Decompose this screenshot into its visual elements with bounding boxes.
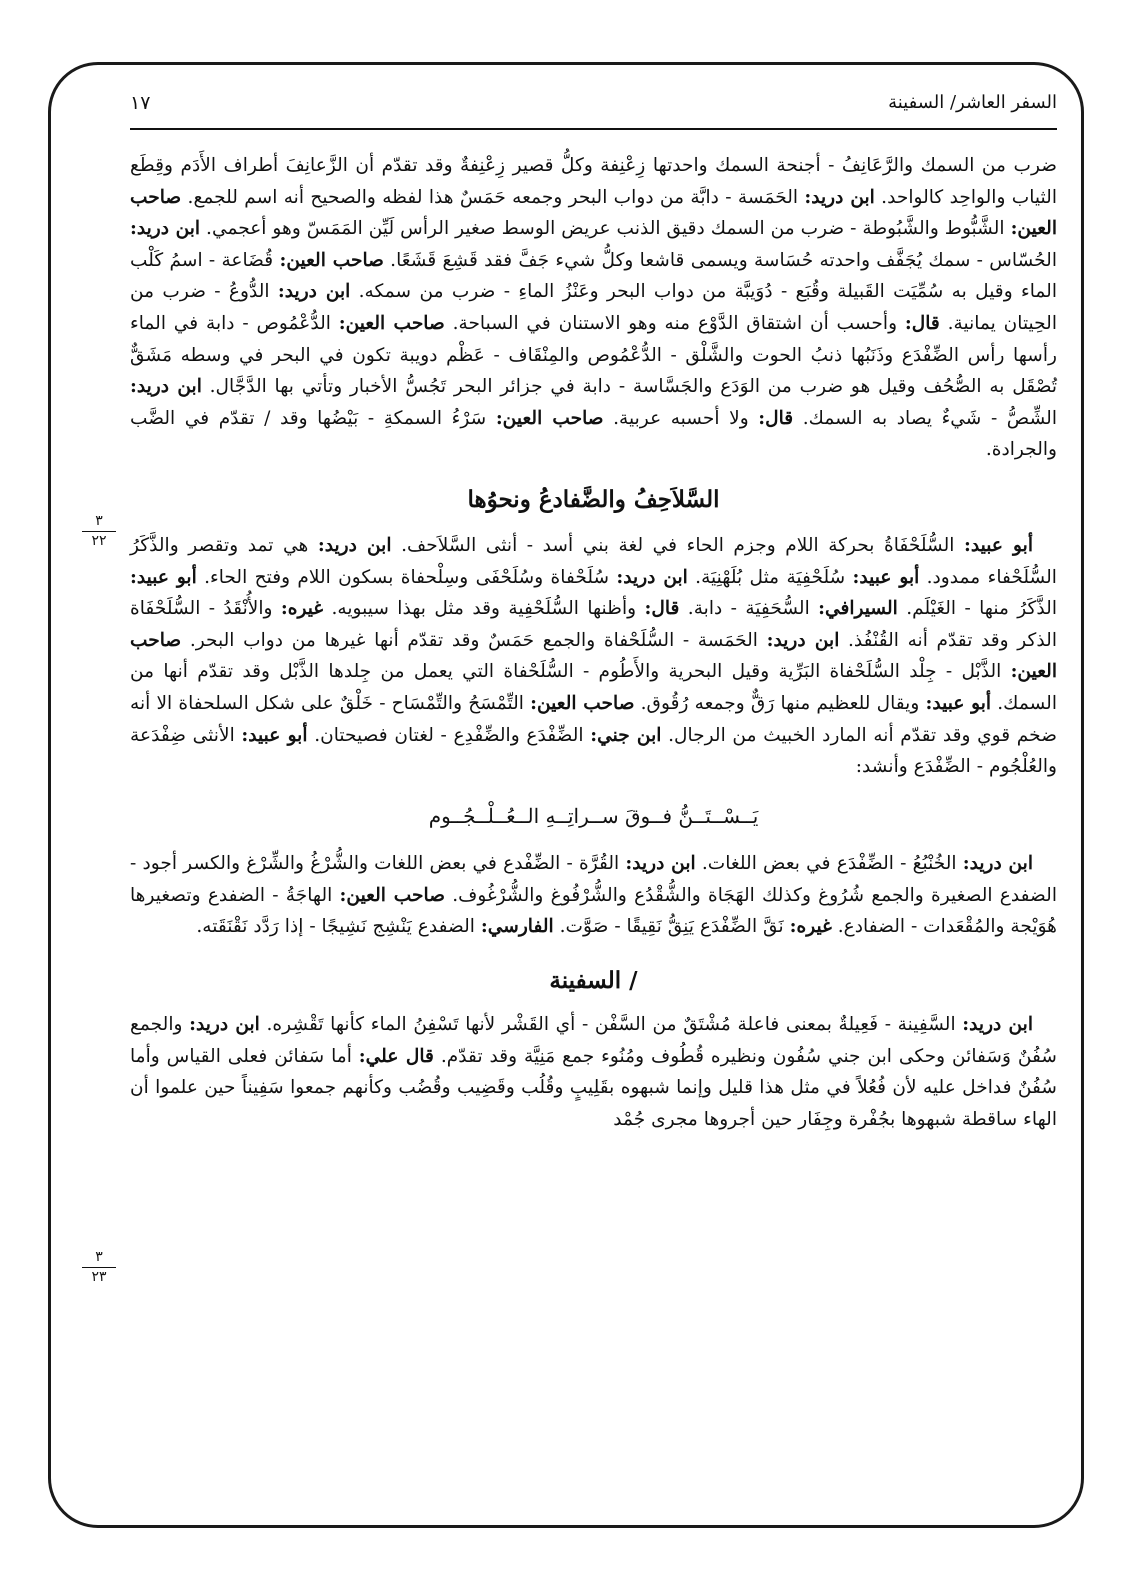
cited-author: قال: <box>758 407 794 429</box>
margin-reference-bar <box>82 531 116 532</box>
cited-author: أبو عبيد: <box>925 692 992 714</box>
text-run: سَرْءُ السمكةِ - بَيْضُها وقد / تقدّم في الضَّب والجرادة. <box>130 407 1057 461</box>
text-run: الخُنْبُعُ - الضِّفْدَع في بعض اللغات. <box>695 853 963 875</box>
text-run: سُلَحْفاة وسُلَحْفَى وسِلْحفاة بسكون اللام وفتح الحاء. <box>196 566 617 588</box>
margin-reference <box>82 514 116 549</box>
text-run: الذَّكَرُ منها - الغَيْلَم. <box>897 598 1057 620</box>
text-run: الشَّبُّوط والشَّبُوطة - ضرب من السمك دقيق الذنب عريض الوسط صغير الرأس لَيِّن المَمَسّ وهو أعجمي. <box>200 218 1011 240</box>
cited-author: صاحب العين: <box>130 186 1057 240</box>
text-run: وأحسب أن اشتقاق الدَّوْع منه وهو الاستنان في السباحة. <box>444 312 905 334</box>
cited-author: ابن دريد: <box>766 629 840 651</box>
cited-author: ابن دريد: <box>189 1014 260 1036</box>
section-heading-ship: / السفينة <box>549 967 638 995</box>
cited-author: ابن دريد: <box>277 281 351 303</box>
text-run: الضِّفْدَع والضِّفْدِع - لغتان فصيحتان. <box>307 724 591 746</box>
cited-author: ابن دريد: <box>317 534 392 556</box>
text-run: ولا أحسبه عربية. <box>603 407 759 429</box>
cited-author: السيرافي: <box>818 598 898 620</box>
text-run: أما سَفائن فعلى القياس وأما سُفُنٌ فداخل عليه لأن فُعُلاً في مثل هذا قليل وإنما شبهوه بقَلِيبٍ وقُلُب وقَضِيب وقُضُب وكأنهم جمعوا سَفِيناً حين علموا أن الهاء ساقطة شبهوها بجُفْرة وجِفَار حين أجروها مجرى جُمْد <box>130 1045 1057 1130</box>
text-run: السَّفِينة - فَعِيلةٌ بمعنى فاعلة مُشْتَقٌ من السَّفْن - أي القَشْر لأنها تَسْفِنُ الماء كأنها تَقْشِره. <box>259 1014 963 1036</box>
running-title: السفر العاشر/ السفينة <box>888 92 1057 113</box>
margin-reference <box>82 1250 116 1285</box>
text-run: سُلَحْفِيَة مثل بُلَهْنِيَة. <box>687 566 853 588</box>
cited-author: ابن دريد: <box>130 218 201 240</box>
text-run: الدُّوعُ - ضرب من الحِيتان يمانية. <box>130 281 1058 334</box>
cited-author: صاحب العين: <box>339 884 445 906</box>
text-run: نَقَّ الضِّفْدَع يَنِقُّ نَقِيقًا - صَوَّت. <box>553 916 790 938</box>
text-run: والأُنْقَدُ - السُّلَحْفَاة الذكر وقد تقدّم أنه القُنْفُذ. <box>130 598 1057 651</box>
margin-reference-page: ٢٢ <box>91 533 107 549</box>
text-run: الشِّصُّ - شَيءٌ يصاد به السمك. <box>793 407 1057 429</box>
cited-author: ابن دريد: <box>130 376 202 398</box>
text-run: الذَّبْل - جِلْد السُّلَحْفاة البَرِّية وقيل البحرية والأَطُوم - السُّلَحْفاة التي يعمل من جِلدها الذَّبْل وقد تقدّم أنها من السمك. <box>130 661 1057 714</box>
cited-author: غيره: <box>280 598 324 620</box>
paragraph-frogs <box>130 848 1057 943</box>
margin-reference-page: ٢٣ <box>91 1269 107 1285</box>
text-run: الحُسّاس - سمك يُجَفَّف واحدته حُسَاسة ويسمى قاشعا وكلُّ شيء جَفَّ فقد قَشِعَ قَشَعًا. <box>383 249 1057 271</box>
text-run: السُّحَفِيَة - دابة. <box>679 598 819 620</box>
cited-author: ابن دريد: <box>804 186 875 208</box>
text-run: الأنثى ضِفْدَعة والعُلْجُوم - الضِّفْدَع وأنشد: <box>130 724 1057 778</box>
cited-author: صاحب العين: <box>495 407 604 429</box>
margin-reference-volume: ٣ <box>95 1249 103 1265</box>
text-run: الهاجَةُ - الضفدع وتصغيرها هُوَيْجة والمُقْعَدات - الضفادع. <box>130 884 1057 938</box>
cited-author: صاحب العين: <box>279 249 384 271</box>
cited-author: ابن دريد: <box>625 853 696 875</box>
header-rule <box>130 128 1057 130</box>
text-run: التِّمْسَحُ والتِّمْسَاح - خَلْقٌ على شكل السلحفاة الا أنه ضخم قوي وقد تقدّم أنه المارد الخبيث من الرجال. <box>130 692 1057 746</box>
margin-reference-volume: ٣ <box>95 513 103 529</box>
cited-author: قال: <box>644 598 680 620</box>
margin-reference-bar <box>82 1267 116 1268</box>
page-header <box>130 86 1057 122</box>
text-run: والجمع سُفُنٌ وَسَفائن وحكى ابن جني سُفُون ونظيره قُطُوف ومُنُوء جمع مَنِيَّة وقد تقدّم. <box>130 1014 1058 1067</box>
cited-author: قال علي: <box>358 1045 434 1067</box>
text-run: قُضَاعة - اسمُ كَلْب الماء وقيل به سُمِّيَت القَبيلة وقُبَع - دُوَيبَّة من دواب البحر وعَنْزُ الماءِ - ضرب من سمكه. <box>130 249 1057 303</box>
cited-author: ابن دريد: <box>616 566 688 588</box>
text-run: القُرَّة - الضِّفْدع في بعض اللغات والشُّرْغُ والشِّرْغ والكسر أجود - الضفدع الصغيرة والجمع شُرُوغ وكذلك الهَجَاة والشُّقْدُع والشُّرْفُوغ والشُّرْغُوف. <box>130 853 1057 906</box>
cited-author: أبو عبيد: <box>241 724 308 746</box>
text-run: ضرب من السمك والرَّعَانِفُ - أجنحة السمك واحدتها زِعْنِفة وكلُّ قصير زِعْنِفةٌ وقد تقدّم أن الزَّعانِفَ أطراف الأَدَم وقِطَع الثياب والواحِد كالواحد. <box>130 155 1057 208</box>
cited-author: صاحب العين: <box>338 312 445 334</box>
page-body <box>130 150 1057 1135</box>
page-number: ١٧ <box>130 92 151 114</box>
text-run: الضفدع يَنْشِج نَشِيجًا - إذا رَدَّد نَقْنَقَته. <box>196 916 481 938</box>
cited-author: أبو عبيد: <box>130 566 197 588</box>
poetry-verse: يَــسْــتَــنُّ فــوقَ ســراتِــهِ الــعُــلْــجُــوم <box>428 803 759 828</box>
section-heading-turtles-frogs: السَّلاَحِفُ والضَّفادعُ ونحوُها <box>467 485 720 513</box>
paragraph-fish <box>130 150 1057 466</box>
cited-author: صاحب العين: <box>130 629 1057 683</box>
cited-author: ابن دريد: <box>962 853 1033 875</box>
cited-author: أبو عبيد: <box>963 534 1033 556</box>
cited-author: الفارسي: <box>480 916 554 938</box>
cited-author: ابن دريد: <box>962 1014 1034 1036</box>
text-run: الدُّعْمُوص - دابة في الماء رأسها رأس الضِّفْدَع وذَنَبُها ذنبُ الحوت والشَّلْق - الدُّعْمُوص والمِنْقَاف - عَظْم دويبة تكون في البحر في وسطه مَشَقٌّ تُصْقَل به الصُّحُف وقيل هو ضرب من الوَدَع والجَسَّاسة - دابة في جزائر البحر تَجُسُّ الأخبار وتأتي بها الدَّجَّال. <box>130 312 1057 398</box>
cited-author: قال: <box>904 312 940 334</box>
paragraph-turtles-frogs <box>130 530 1057 783</box>
text-run: الحَمَسة - دابَّة من دواب البحر وجمعه حَمَسٌ هذا لفظه والصحيح أنه اسم للجمع. <box>181 186 805 208</box>
text-run: ويقال للعظيم منها رَقٌّ وجمعه رُقُوق. <box>634 692 926 714</box>
text-run: هي تمد وتقصر والذَّكَرُ السُّلَحْفاء ممدود. <box>130 534 1057 588</box>
text-run: وأظنها السُّلَحْفِية وقد مثل بهذا سيبويه. <box>323 598 645 620</box>
cited-author: صاحب العين: <box>530 692 635 714</box>
text-run: السُّلَحْفَاةُ بحركة اللام وجزم الحاء في لغة بني أسد - أنثى السَّلاَحف. <box>391 534 964 556</box>
cited-author: ابن جني: <box>590 724 662 746</box>
text-run: الحَمَسة - السُّلَحْفاة والجمع حَمَسٌ وقد تقدّم أنها غيرها من دواب البحر. <box>181 629 767 651</box>
cited-author: أبو عبيد: <box>852 566 920 588</box>
paragraph-ship <box>130 1009 1057 1135</box>
cited-author: غيره: <box>789 916 832 938</box>
